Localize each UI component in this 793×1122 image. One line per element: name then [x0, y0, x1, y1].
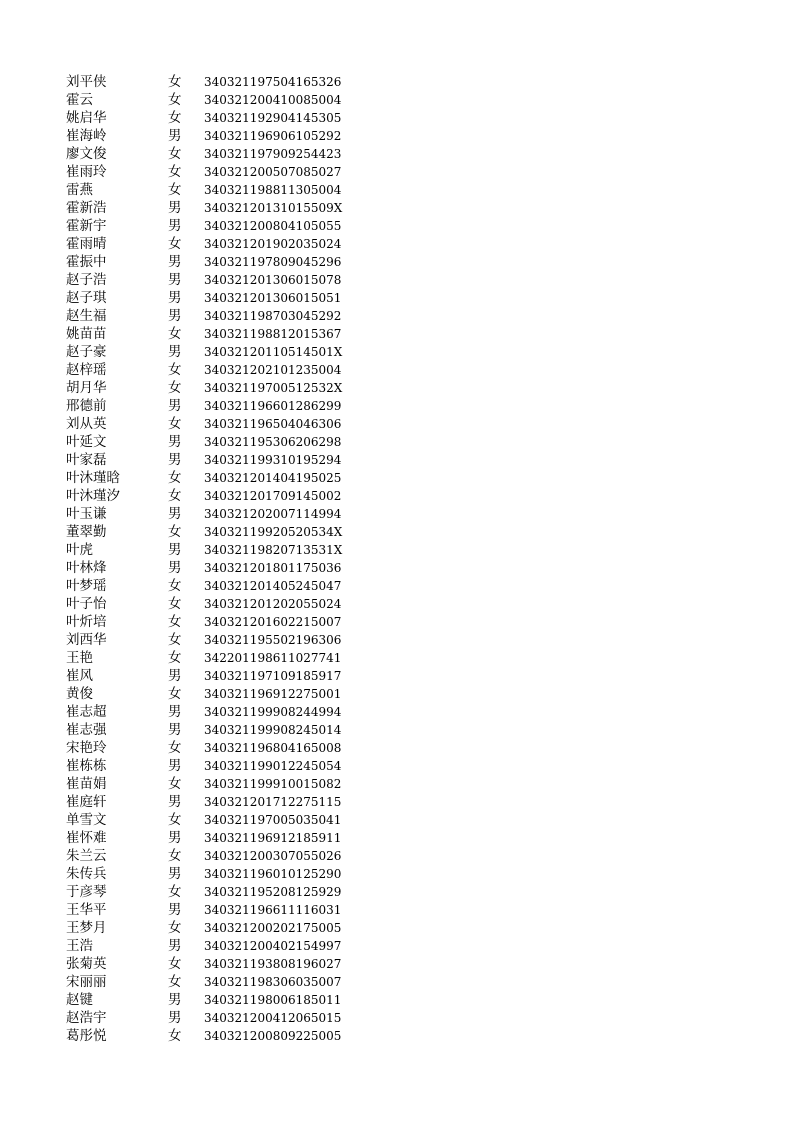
table-row: [66, 919, 366, 937]
person-gender: 女: [168, 524, 182, 540]
person-id-number: 340321196611116031: [204, 903, 342, 917]
person-gender: 男: [168, 794, 182, 810]
person-name: 霍新宇: [66, 218, 107, 234]
person-id-number: 340321201306015051: [204, 291, 342, 305]
person-gender: 女: [168, 110, 182, 126]
person-name: 胡月华: [66, 380, 107, 396]
person-gender: 男: [168, 704, 182, 720]
person-id-number: 340321196804165008: [204, 741, 342, 755]
person-name: 王梦月: [66, 920, 107, 936]
person-name: 赵键: [66, 992, 93, 1008]
person-gender: 女: [168, 920, 182, 936]
table-row: [66, 541, 366, 559]
person-id-number: 340321192904145305: [204, 111, 342, 125]
table-row: [66, 991, 366, 1009]
person-id-number: 340321200410085004: [204, 93, 342, 107]
person-gender: 女: [168, 92, 182, 108]
person-gender: 男: [168, 128, 182, 144]
person-name: 姚启华: [66, 110, 107, 126]
person-name: 赵子豪: [66, 344, 107, 360]
person-name: 刘平侠: [66, 74, 107, 90]
person-id-number: 340321199310195294: [204, 453, 342, 467]
person-name: 崔志超: [66, 704, 107, 720]
person-name: 赵梓瑶: [66, 362, 107, 378]
table-row: [66, 523, 366, 541]
table-row: [66, 703, 366, 721]
person-name: 黄俊: [66, 686, 93, 702]
person-name: 崔风: [66, 668, 93, 684]
person-id-number: 340321198703045292: [204, 309, 342, 323]
person-id-number: 340321196504046306: [204, 417, 342, 431]
person-gender: 女: [168, 614, 182, 630]
person-gender: 男: [168, 1010, 182, 1026]
person-gender: 女: [168, 236, 182, 252]
table-row: [66, 775, 366, 793]
person-gender: 女: [168, 74, 182, 90]
table-row: [66, 973, 366, 991]
person-gender: 男: [168, 344, 182, 360]
person-id-number: 340321197109185917: [204, 669, 342, 683]
person-id-number: 340321197809045296: [204, 255, 342, 269]
person-name: 王艳: [66, 650, 93, 666]
person-id-number: 340321195306206298: [204, 435, 342, 449]
person-name: 赵子浩: [66, 272, 107, 288]
person-gender: 女: [168, 776, 182, 792]
person-gender: 女: [168, 848, 182, 864]
table-row: [66, 1009, 366, 1027]
person-gender: 女: [168, 650, 182, 666]
roster-table: [66, 73, 366, 1045]
table-row: [66, 91, 366, 109]
person-name: 崔志强: [66, 722, 107, 738]
person-name: 姚苗苗: [66, 326, 107, 342]
table-row: [66, 163, 366, 181]
person-id-number: 342201198611027741: [204, 651, 342, 665]
person-id-number: 340321199908244994: [204, 705, 342, 719]
person-name: 赵浩宇: [66, 1010, 107, 1026]
person-gender: 男: [168, 218, 182, 234]
person-gender: 男: [168, 398, 182, 414]
table-row: [66, 649, 366, 667]
person-gender: 女: [168, 362, 182, 378]
table-row: [66, 217, 366, 235]
person-id-number: 340321197909254423: [204, 147, 342, 161]
table-row: [66, 73, 366, 91]
person-name: 叶家磊: [66, 452, 107, 468]
person-gender: 男: [168, 992, 182, 1008]
table-row: [66, 325, 366, 343]
table-row: [66, 451, 366, 469]
person-name: 刘西华: [66, 632, 107, 648]
table-row: [66, 685, 366, 703]
person-gender: 男: [168, 290, 182, 306]
table-row: [66, 199, 366, 217]
person-id-number: 340321201602215007: [204, 615, 342, 629]
person-name: 刘从英: [66, 416, 107, 432]
table-row: [66, 721, 366, 739]
person-name: 宋丽丽: [66, 974, 107, 990]
table-row: [66, 595, 366, 613]
table-row: [66, 613, 366, 631]
person-id-number: 340321201902035024: [204, 237, 342, 251]
person-name: 朱兰云: [66, 848, 107, 864]
table-row: [66, 937, 366, 955]
table-row: [66, 343, 366, 361]
person-name: 雷燕: [66, 182, 93, 198]
person-id-number: 340321200809225005: [204, 1029, 342, 1043]
person-id-number: 340321196601286299: [204, 399, 342, 413]
person-id-number: 340321201801175036: [204, 561, 342, 575]
person-gender: 女: [168, 1028, 182, 1044]
person-name: 邢德前: [66, 398, 107, 414]
table-row: [66, 469, 366, 487]
person-id-number: 340321199910015082: [204, 777, 342, 791]
table-row: [66, 109, 366, 127]
person-id-number: 34032120131015509X: [204, 201, 343, 215]
person-id-number: 340321201202055024: [204, 597, 342, 611]
person-id-number: 340321196912185911: [204, 831, 342, 845]
table-row: [66, 415, 366, 433]
person-name: 霍振中: [66, 254, 107, 270]
person-id-number: 340321196912275001: [204, 687, 342, 701]
person-gender: 男: [168, 866, 182, 882]
person-name: 董翠勤: [66, 524, 107, 540]
person-name: 廖文俊: [66, 146, 107, 162]
person-gender: 男: [168, 272, 182, 288]
person-id-number: 340321193808196027: [204, 957, 342, 971]
person-name: 朱传兵: [66, 866, 107, 882]
table-row: [66, 505, 366, 523]
table-row: [66, 127, 366, 145]
person-id-number: 340321198306035007: [204, 975, 342, 989]
person-gender: 女: [168, 470, 182, 486]
person-gender: 男: [168, 542, 182, 558]
person-name: 王华平: [66, 902, 107, 918]
person-name: 于彦琴: [66, 884, 107, 900]
person-gender: 男: [168, 722, 182, 738]
person-gender: 女: [168, 416, 182, 432]
table-row: [66, 811, 366, 829]
person-id-number: 340321200202175005: [204, 921, 342, 935]
table-row: [66, 631, 366, 649]
person-name: 叶林烽: [66, 560, 107, 576]
person-id-number: 340321201404195025: [204, 471, 342, 485]
table-row: [66, 235, 366, 253]
person-gender: 男: [168, 560, 182, 576]
person-name: 崔庭轩: [66, 794, 107, 810]
table-row: [66, 901, 366, 919]
person-id-number: 340321200507085027: [204, 165, 342, 179]
person-gender: 女: [168, 686, 182, 702]
table-row: [66, 433, 366, 451]
person-gender: 女: [168, 164, 182, 180]
person-gender: 女: [168, 974, 182, 990]
person-gender: 女: [168, 884, 182, 900]
person-id-number: 34032119920520534X: [204, 525, 343, 539]
person-name: 叶炘培: [66, 614, 107, 630]
person-gender: 女: [168, 326, 182, 342]
person-name: 叶子怡: [66, 596, 107, 612]
table-row: [66, 253, 366, 271]
table-row: [66, 487, 366, 505]
table-row: [66, 757, 366, 775]
person-id-number: 340321200402154997: [204, 939, 342, 953]
person-gender: 女: [168, 596, 182, 612]
person-id-number: 340321197005035041: [204, 813, 342, 827]
person-id-number: 340321200804105055: [204, 219, 342, 233]
person-id-number: 340321197504165326: [204, 75, 342, 89]
person-id-number: 340321199012245054: [204, 759, 342, 773]
person-name: 叶梦瑶: [66, 578, 107, 594]
person-name: 赵子琪: [66, 290, 107, 306]
person-name: 叶玉谦: [66, 506, 107, 522]
person-id-number: 340321199908245014: [204, 723, 342, 737]
person-gender: 男: [168, 830, 182, 846]
person-id-number: 340321196010125290: [204, 867, 342, 881]
table-row: [66, 361, 366, 379]
table-row: [66, 829, 366, 847]
person-name: 叶延文: [66, 434, 107, 450]
person-id-number: 34032120110514501X: [204, 345, 343, 359]
table-row: [66, 865, 366, 883]
person-gender: 男: [168, 452, 182, 468]
person-gender: 男: [168, 506, 182, 522]
person-gender: 男: [168, 668, 182, 684]
person-name: 叶沐瑾晗: [66, 470, 120, 486]
person-id-number: 340321200307055026: [204, 849, 342, 863]
person-id-number: 340321198812015367: [204, 327, 342, 341]
person-id-number: 340321201405245047: [204, 579, 342, 593]
person-id-number: 340321201712275115: [204, 795, 342, 809]
person-gender: 男: [168, 938, 182, 954]
table-row: [66, 739, 366, 757]
person-name: 霍云: [66, 92, 93, 108]
person-gender: 女: [168, 740, 182, 756]
table-row: [66, 955, 366, 973]
table-row: [66, 559, 366, 577]
person-name: 葛彤悦: [66, 1028, 107, 1044]
person-gender: 女: [168, 956, 182, 972]
table-row: [66, 883, 366, 901]
person-name: 叶虎: [66, 542, 93, 558]
table-row: [66, 793, 366, 811]
table-row: [66, 307, 366, 325]
person-gender: 男: [168, 254, 182, 270]
person-id-number: 340321202101235004: [204, 363, 342, 377]
person-id-number: 340321196906105292: [204, 129, 342, 143]
person-id-number: 34032119820713531X: [204, 543, 343, 557]
person-name: 叶沐瑾汐: [66, 488, 120, 504]
person-id-number: 340321201306015078: [204, 273, 342, 287]
person-name: 崔苗娟: [66, 776, 107, 792]
person-id-number: 340321195208125929: [204, 885, 342, 899]
person-id-number: 340321201709145002: [204, 489, 342, 503]
person-gender: 女: [168, 380, 182, 396]
table-row: [66, 847, 366, 865]
person-id-number: 34032119700512532X: [204, 381, 343, 395]
person-gender: 男: [168, 434, 182, 450]
person-name: 王浩: [66, 938, 93, 954]
table-row: [66, 379, 366, 397]
person-id-number: 340321198811305004: [204, 183, 342, 197]
table-row: [66, 145, 366, 163]
person-gender: 女: [168, 578, 182, 594]
person-gender: 男: [168, 200, 182, 216]
person-gender: 女: [168, 632, 182, 648]
person-name: 霍新浩: [66, 200, 107, 216]
table-row: [66, 667, 366, 685]
person-gender: 男: [168, 308, 182, 324]
person-name: 霍雨晴: [66, 236, 107, 252]
person-name: 崔怀难: [66, 830, 107, 846]
person-gender: 男: [168, 902, 182, 918]
person-name: 宋艳玲: [66, 740, 107, 756]
table-row: [66, 1027, 366, 1045]
person-id-number: 340321202007114994: [204, 507, 342, 521]
person-gender: 男: [168, 758, 182, 774]
table-row: [66, 397, 366, 415]
person-id-number: 340321195502196306: [204, 633, 342, 647]
table-row: [66, 577, 366, 595]
person-gender: 女: [168, 488, 182, 504]
person-gender: 女: [168, 146, 182, 162]
person-gender: 女: [168, 812, 182, 828]
person-name: 崔海岭: [66, 128, 107, 144]
person-id-number: 340321200412065015: [204, 1011, 342, 1025]
person-name: 张菊英: [66, 956, 107, 972]
person-name: 单雪文: [66, 812, 107, 828]
table-row: [66, 181, 366, 199]
person-name: 赵生福: [66, 308, 107, 324]
table-row: [66, 289, 366, 307]
person-name: 崔雨玲: [66, 164, 107, 180]
person-id-number: 340321198006185011: [204, 993, 342, 1007]
person-name: 崔栋栋: [66, 758, 107, 774]
person-gender: 女: [168, 182, 182, 198]
table-row: [66, 271, 366, 289]
